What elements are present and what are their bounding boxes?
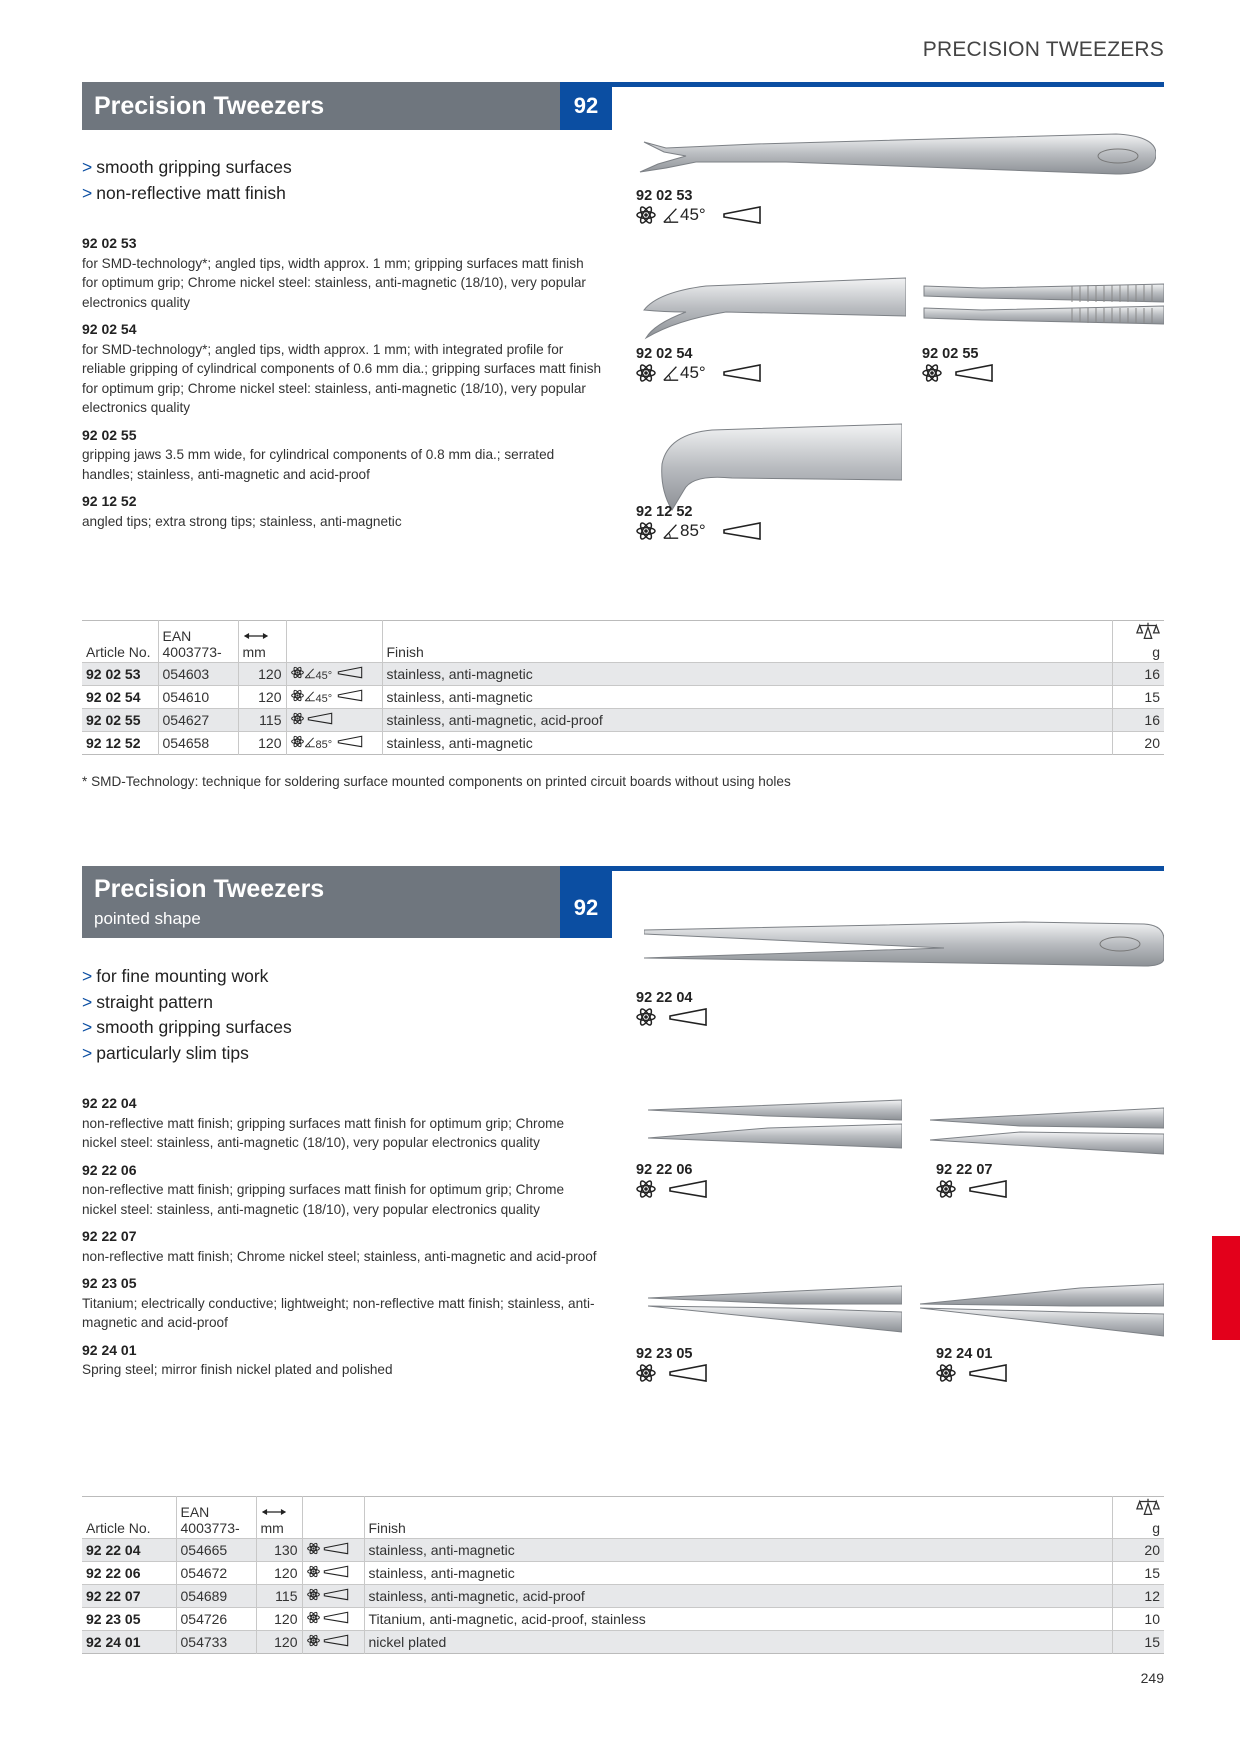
antimagnetic-atom-icon: [307, 1588, 320, 1601]
tip-shape-icon: [668, 1363, 708, 1383]
col-icons: [286, 621, 382, 663]
antimagnetic-atom-icon: [636, 521, 656, 541]
bullet: > straight pattern: [82, 991, 213, 1012]
table-row: 92 24 01 054733 120 nickel plated 15: [82, 1631, 1164, 1654]
antimagnetic-atom-icon: [636, 205, 656, 225]
tweezer-image-922305: [648, 1284, 902, 1334]
section2-descriptions: [82, 1094, 602, 1388]
tip-shape-icon: [322, 1542, 350, 1555]
description-item: 92 12 52 angled tips; extra strong tips; stainless, anti-magnetic: [82, 493, 402, 529]
tweezer-image-922204: [644, 918, 1164, 970]
col-length: mm: [256, 1497, 302, 1539]
length-arrow-icon: [261, 1507, 287, 1517]
antimagnetic-atom-icon: [636, 1007, 656, 1027]
table-row: 92 02 55 054627 115 stainless, anti-magnetic, acid-proof 16: [82, 709, 1164, 732]
description-item: 92 22 06 non-reflective matt finish; gripping surfaces matt finish for optimum grip; Chrome nickel steel: stainless, anti-magnetic (18/10), very popular electronics quality: [82, 1161, 565, 1217]
col-ean: EAN 4003773-: [158, 621, 238, 663]
col-article: Article No.: [86, 1520, 151, 1536]
table-row: 92 02 53 054603 120 45° stainless, anti-magnetic 16: [82, 663, 1164, 686]
antimagnetic-atom-icon: [291, 666, 304, 679]
tip-shape-icon: [722, 205, 762, 225]
section2-number: 92: [560, 866, 612, 938]
section2-title: Precision Tweezers: [94, 875, 325, 903]
section2-blue-rule: [612, 866, 1164, 871]
antimagnetic-atom-icon: [307, 1542, 320, 1555]
tip-shape-icon: [322, 1565, 350, 1578]
section1-blue-rule: [612, 82, 1164, 87]
tweezer-image-922401: [920, 1282, 1164, 1338]
table-row: 92 22 07 054689 115 stainless, anti-magnetic, acid-proof 12: [82, 1585, 1164, 1608]
description-item: 92 22 04 non-reflective matt finish; gripping surfaces matt finish for optimum grip; Chrome nickel steel: stainless, anti-magnetic (18/10), very popular electronics quality: [82, 1095, 565, 1150]
tip-shape-icon: [954, 363, 994, 383]
description-item: 92 23 05 Titanium; electrically conductive; lightweight; non-reflective matt finish; stainless, anti-magnetic and acid-proof: [82, 1275, 595, 1330]
footnote: * SMD-Technology: technique for soldering surface mounted components on printed circuit boards without using holes: [82, 774, 791, 789]
col-finish: Finish: [364, 1497, 1112, 1539]
tip-shape-icon: [322, 1611, 350, 1624]
red-edge-tab: [1212, 1236, 1240, 1340]
col-ean: EAN 4003773-: [176, 1497, 256, 1539]
bullet: > particularly slim tips: [82, 1042, 249, 1063]
bullet: > for fine mounting work: [82, 966, 269, 986]
product-922401: 92 24 01: [936, 1346, 1008, 1383]
scale-weight-icon: [1136, 621, 1160, 641]
page-number: 249: [1140, 1670, 1164, 1686]
section2-subtitle: pointed shape: [94, 909, 201, 928]
section1-title-bar: [82, 82, 560, 130]
section2-spec-table: [82, 1496, 1164, 1654]
table-row: 92 12 52 054658 120 85° stainless, anti-magnetic 20: [82, 732, 1164, 755]
tip-shape-icon: [322, 1634, 350, 1647]
col-weight: g: [1112, 1497, 1164, 1539]
tweezer-image-920253: [636, 128, 1156, 188]
description-item: 92 22 07 non-reflective matt finish; Chrome nickel steel; stainless, anti-magnetic and acid-proof: [82, 1228, 597, 1264]
product-922305: 92 23 05: [636, 1346, 708, 1383]
section1-spec-table: [82, 620, 1164, 755]
product-920253: 92 02 53 45°: [636, 188, 762, 225]
antimagnetic-atom-icon: [636, 1363, 656, 1383]
col-length: mm: [238, 621, 286, 663]
antimagnetic-atom-icon: [307, 1611, 320, 1624]
section2-bullets: [82, 964, 292, 1066]
section1-number: 92: [560, 82, 612, 130]
product-922206: 92 22 06: [636, 1162, 708, 1199]
angle-icon: [304, 736, 316, 748]
bullet: > smooth gripping surfaces: [82, 1017, 292, 1037]
section2-title-bar: [82, 866, 560, 938]
product-922207: 92 22 07: [936, 1162, 1008, 1199]
angle-icon: [304, 690, 316, 702]
tip-shape-icon: [722, 521, 762, 541]
antimagnetic-atom-icon: [636, 363, 656, 383]
table-row: 92 23 05 054726 120 Titanium, anti-magnetic, acid-proof, stainless 10: [82, 1608, 1164, 1631]
tip-shape-icon: [668, 1179, 708, 1199]
section1-bullets: [82, 155, 292, 206]
table-row: 92 02 54 054610 120 45° stainless, anti-magnetic 15: [82, 686, 1164, 709]
angle-icon: [662, 522, 680, 540]
antimagnetic-atom-icon: [291, 689, 304, 702]
tip-shape-icon: [968, 1363, 1008, 1383]
tip-shape-icon: [306, 712, 334, 725]
product-922204: 92 22 04: [636, 990, 708, 1027]
col-article: Article No.: [86, 644, 151, 660]
tip-shape-icon: [322, 1588, 350, 1601]
tweezer-image-922206: [648, 1098, 902, 1150]
tip-shape-icon: [968, 1179, 1008, 1199]
table-header-row: [82, 621, 1164, 663]
angle-value: 45°: [680, 363, 706, 382]
col-icons: [302, 1497, 364, 1539]
running-head: PRECISION TWEEZERS: [922, 38, 1164, 61]
table-header-row: [82, 1497, 1164, 1539]
description-item: 92 24 01 Spring steel; mirror finish nickel plated and polished: [82, 1341, 393, 1377]
antimagnetic-atom-icon: [922, 363, 942, 383]
bullet: > smooth gripping surfaces: [82, 157, 292, 177]
tip-shape-icon: [668, 1007, 708, 1027]
description-item: 92 02 53 for SMD-technology*; angled tips, width approx. 1 mm; gripping surfaces matt finish for optimum grip; Chrome nickel steel: stainless, anti-magnetic (18/10), very popular electronics quality: [82, 235, 586, 310]
antimagnetic-atom-icon: [307, 1565, 320, 1578]
tweezer-image-921252: [652, 420, 902, 512]
angle-value: 85°: [680, 521, 706, 540]
col-weight: g: [1112, 621, 1164, 663]
tip-shape-icon: [336, 735, 364, 748]
product-920255: 92 02 55: [922, 346, 994, 383]
col-finish: Finish: [382, 621, 1112, 663]
product-920254: 92 02 54 45°: [636, 346, 762, 383]
angle-icon: [662, 364, 680, 382]
tweezer-image-922207: [930, 1106, 1164, 1156]
product-921252: 92 12 52 85°: [636, 504, 762, 541]
description-item: 92 02 55 gripping jaws 3.5 mm wide, for cylindrical components of 0.8 mm dia.; serrated handles; stainless, anti-magnetic and acid-proof: [82, 426, 555, 482]
antimagnetic-atom-icon: [291, 712, 304, 725]
scale-weight-icon: [1136, 1497, 1160, 1517]
tip-shape-icon: [336, 666, 364, 679]
description-item: 92 02 54 for SMD-technology*; angled tips, width approx. 1 mm; with integrated profile for reliable gripping of cylindrical components of 0.6 mm dia.; gripping surfaces matt finish for optimum grip; Chrome nickel steel: stainless, anti-magnetic (18/10), very popular electronics quality: [82, 321, 602, 415]
tip-shape-icon: [722, 363, 762, 383]
antimagnetic-atom-icon: [936, 1363, 956, 1383]
table-row: 92 22 06 054672 120 stainless, anti-magnetic 15: [82, 1562, 1164, 1585]
antimagnetic-atom-icon: [291, 735, 304, 748]
bullet: > non-reflective matt finish: [82, 182, 286, 203]
tweezer-image-920254: [636, 272, 906, 342]
antimagnetic-atom-icon: [636, 1179, 656, 1199]
section1-descriptions: [82, 234, 602, 539]
table-row: 92 22 04 054665 130 stainless, anti-magnetic 20: [82, 1539, 1164, 1562]
angle-value: 45°: [680, 205, 706, 224]
tweezer-image-920255: [922, 280, 1164, 330]
length-arrow-icon: [243, 631, 269, 641]
angle-icon: [304, 667, 316, 679]
antimagnetic-atom-icon: [936, 1179, 956, 1199]
angle-icon: [662, 206, 680, 224]
antimagnetic-atom-icon: [307, 1634, 320, 1647]
tip-shape-icon: [336, 689, 364, 702]
section1-title: Precision Tweezers: [94, 92, 325, 120]
